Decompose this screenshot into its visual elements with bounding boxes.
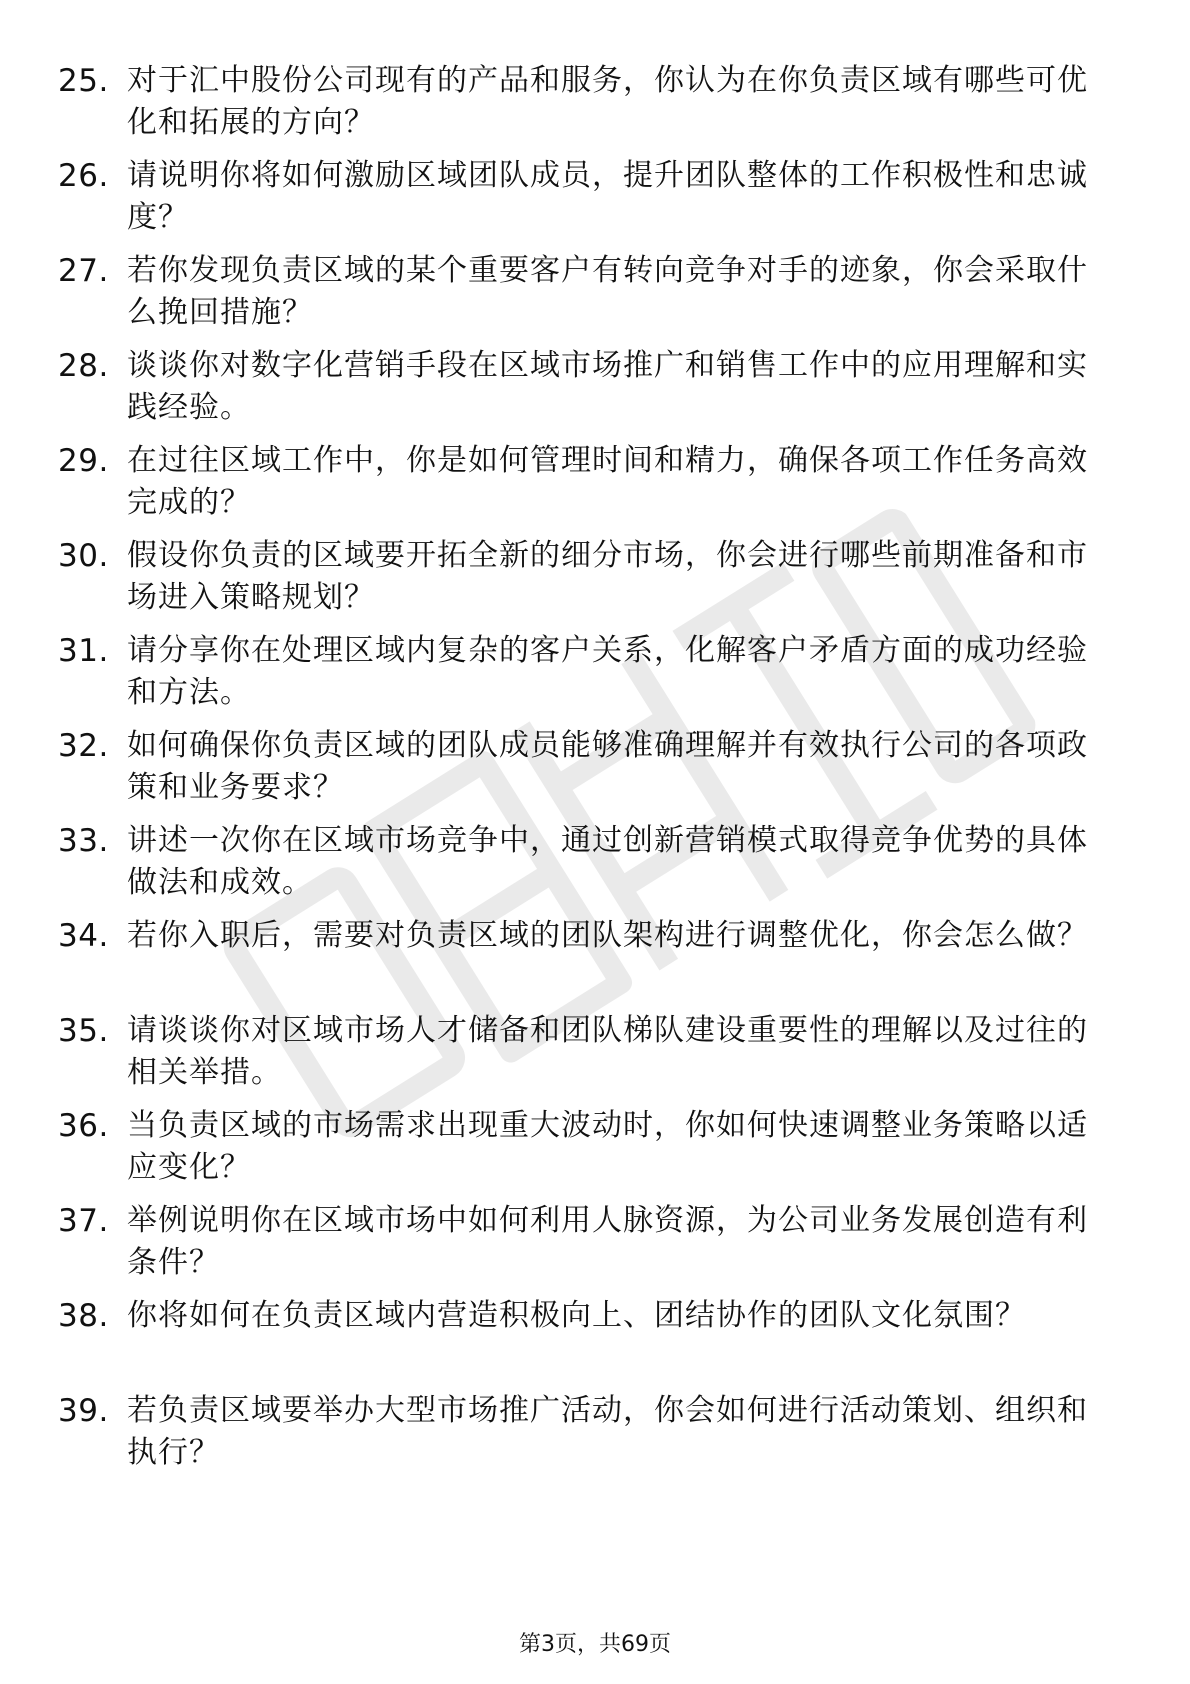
question-number: 30. — [58, 538, 109, 574]
question-list — [0, 44, 1190, 1469]
question-text: 在过往区域工作中，你是如何管理时间和精力，确保各项工作任务高效完成的？ — [127, 443, 1088, 520]
question-number: 37. — [58, 1203, 109, 1239]
question-item — [0, 234, 1190, 329]
question-number: 26. — [58, 158, 109, 194]
question-text: 请谈谈你对区域市场人才储备和团队梯队建设重要性的理解以及过往的相关举措。 — [127, 1013, 1088, 1090]
question-item — [0, 1089, 1190, 1184]
question-number: 25. — [58, 63, 109, 99]
question-number: 33. — [58, 823, 109, 859]
question-text: 若你入职后，需要对负责区域的团队架构进行调整优化，你会怎么做？ — [127, 918, 1088, 953]
question-text: 请分享你在处理区域内复杂的客户关系，化解客户矛盾方面的成功经验和方法。 — [127, 633, 1088, 710]
question-number: 27. — [58, 253, 109, 289]
question-item — [0, 614, 1190, 709]
question-item — [0, 1279, 1190, 1374]
question-text: 你将如何在负责区域内营造积极向上、团结协作的团队文化氛围？ — [127, 1298, 1026, 1333]
question-number: 38. — [58, 1298, 109, 1334]
question-item — [0, 329, 1190, 424]
question-item — [0, 1184, 1190, 1279]
question-item — [0, 519, 1190, 614]
question-number: 31. — [58, 633, 109, 669]
question-item — [0, 44, 1190, 139]
question-text: 谈谈你对数字化营销手段在区域市场推广和销售工作中的应用理解和实践经验。 — [127, 348, 1088, 425]
question-number: 39. — [58, 1393, 109, 1429]
question-item — [0, 424, 1190, 519]
question-text: 对于汇中股份公司现有的产品和服务，你认为在你负责区域有哪些可优化和拓展的方向？ — [127, 63, 1088, 140]
question-number: 32. — [58, 728, 109, 764]
question-text: 若你发现负责区域的某个重要客户有转向竞争对手的迹象，你会采取什么挽回措施？ — [127, 253, 1088, 330]
question-item — [0, 139, 1190, 234]
question-number: 36. — [58, 1108, 109, 1144]
question-item — [0, 1374, 1190, 1469]
question-text: 如何确保你负责区域的团队成员能够准确理解并有效执行公司的各项政策和业务要求？ — [127, 728, 1088, 805]
page-footer: 第3页，共69页 — [519, 1632, 671, 1657]
question-text: 讲述一次你在区域市场竞争中，通过创新营销模式取得竞争优势的具体做法和成效。 — [127, 823, 1088, 900]
question-item — [0, 804, 1190, 899]
question-text: 假设你负责的区域要开拓全新的细分市场，你会进行哪些前期准备和市场进入策略规划？ — [127, 538, 1088, 615]
question-text: 举例说明你在区域市场中如何利用人脉资源，为公司业务发展创造有利条件？ — [127, 1203, 1088, 1280]
question-item — [0, 899, 1190, 994]
question-number: 29. — [58, 443, 109, 479]
question-text: 若负责区域要举办大型市场推广活动，你会如何进行活动策划、组织和执行？ — [127, 1393, 1088, 1470]
question-text: 请说明你将如何激励区域团队成员，提升团队整体的工作积极性和忠诚度？ — [127, 158, 1088, 235]
question-number: 35. — [58, 1013, 109, 1049]
question-item — [0, 994, 1190, 1089]
question-item — [0, 709, 1190, 804]
question-number: 28. — [58, 348, 109, 384]
question-text: 当负责区域的市场需求出现重大波动时，你如何快速调整业务策略以适应变化？ — [127, 1108, 1088, 1185]
question-number: 34. — [58, 918, 109, 954]
